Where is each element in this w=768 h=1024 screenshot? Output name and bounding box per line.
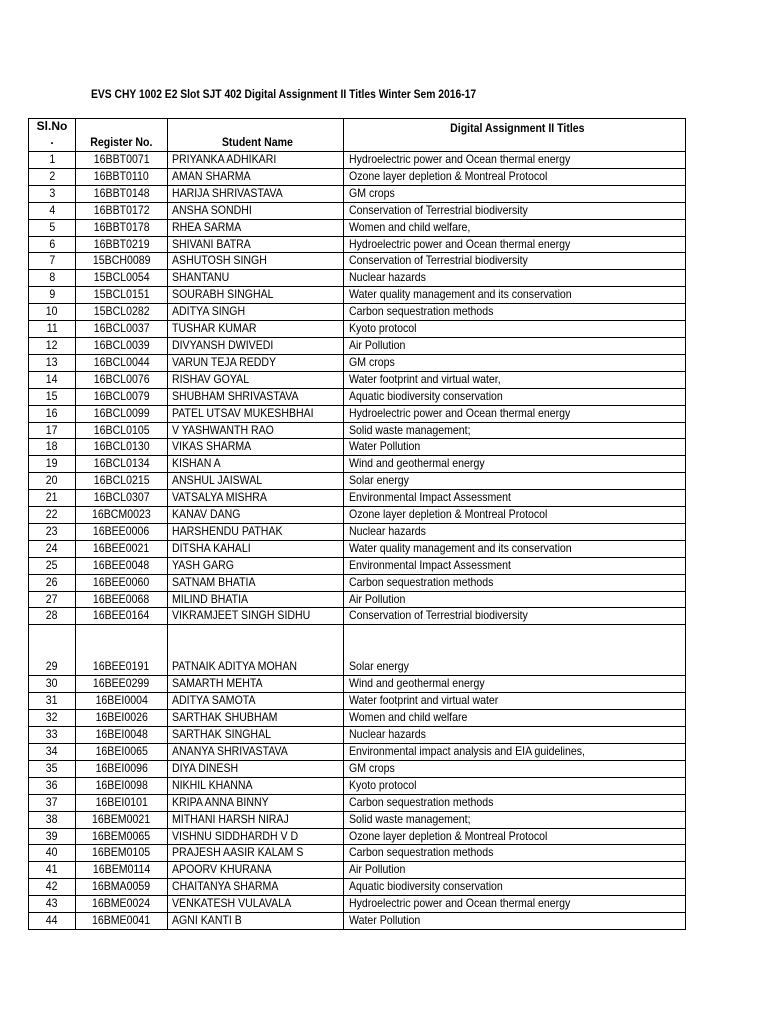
row-slno: 33 [29,727,76,744]
row-slno: 13 [29,354,76,371]
row-student-name: ANSHA SONDHI [168,202,344,219]
row-student-name: PATEL UTSAV MUKESHBHAI [168,405,344,422]
table-row [29,371,686,388]
row-register-no: 16BEM0065 [76,828,168,845]
table-row [29,270,686,287]
row-assignment-title: Environmental impact analysis and EIA guidelines, [344,744,686,761]
row-student-name: VIKAS SHARMA [168,439,344,456]
table-row [29,253,686,270]
row-assignment-title: Carbon sequestration methods [344,794,686,811]
row-assignment-title: Water Pollution [344,439,686,456]
row-student-name: V YASHWANTH RAO [168,422,344,439]
row-register-no: 16BBT0219 [76,236,168,253]
row-student-name: VIKRAMJEET SINGH SIDHU [168,608,344,625]
document-title: EVS CHY 1002 E2 Slot SJT 402 Digital Assignment II Titles Winter Sem 2016-17 [91,87,477,101]
table-row [29,473,686,490]
row-student-name: NIKHIL KHANNA [168,777,344,794]
table-row [29,777,686,794]
row-register-no: 16BEE0021 [76,540,168,557]
table-row [29,744,686,761]
table-row [29,913,686,930]
row-slno: 36 [29,777,76,794]
row-register-no: 16BEE0060 [76,574,168,591]
table-header-row [29,119,686,152]
row-student-name: ADITYA SAMOTA [168,693,344,710]
row-register-no: 16BEM0114 [76,862,168,879]
row-student-name: SARTHAK SHUBHAM [168,710,344,727]
row-slno: 42 [29,879,76,896]
row-register-no: 16BBT0148 [76,185,168,202]
row-slno: 4 [29,202,76,219]
row-assignment-title: Hydroelectric power and Ocean thermal energy [344,896,686,913]
row-student-name: KRIPA ANNA BINNY [168,794,344,811]
row-slno: 26 [29,574,76,591]
row-student-name: SHUBHAM SHRIVASTAVA [168,388,344,405]
row-student-name: PRIYANKA ADHIKARI [168,152,344,169]
row-slno: 24 [29,540,76,557]
row-slno: 39 [29,828,76,845]
row-register-no: 15BCL0282 [76,304,168,321]
row-register-no: 16BCL0099 [76,405,168,422]
row-slno: 6 [29,236,76,253]
row-student-name: YASH GARG [168,557,344,574]
row-slno: 40 [29,845,76,862]
row-assignment-title: Water Pollution [344,913,686,930]
row-assignment-title: GM crops [344,354,686,371]
row-slno: 25 [29,557,76,574]
table-body [29,152,686,930]
row-assignment-title: Kyoto protocol [344,777,686,794]
row-student-name: HARSHENDU PATHAK [168,523,344,540]
table-row [29,337,686,354]
row-assignment-title: Water quality management and its conservation [344,287,686,304]
table-row [29,236,686,253]
row-assignment-title: Nuclear hazards [344,523,686,540]
table-row [29,879,686,896]
row-slno: 2 [29,168,76,185]
table-row [29,625,686,676]
table-row [29,710,686,727]
row-assignment-title: Ozone layer depletion & Montreal Protocol [344,168,686,185]
row-slno: 31 [29,693,76,710]
row-student-name: ANSHUL JAISWAL [168,473,344,490]
row-student-name: DITSHA KAHALI [168,540,344,557]
row-register-no: 16BEM0105 [76,845,168,862]
row-assignment-title: Nuclear hazards [344,270,686,287]
table-row [29,727,686,744]
row-assignment-title: Women and child welfare, [344,219,686,236]
row-assignment-title: Hydroelectric power and Ocean thermal energy [344,152,686,169]
row-register-no: 16BEI0096 [76,760,168,777]
row-assignment-title: Water quality management and its conservation [344,540,686,557]
row-student-name: TUSHAR KUMAR [168,321,344,338]
table-row [29,608,686,625]
table-row [29,422,686,439]
table-row [29,794,686,811]
row-slno: 34 [29,744,76,761]
row-register-no: 16BME0041 [76,913,168,930]
table-row [29,760,686,777]
table-row [29,185,686,202]
row-register-no: 16BBT0178 [76,219,168,236]
row-student-name: PATNAIK ADITYA MOHAN [168,625,344,676]
table-row [29,405,686,422]
table-row [29,304,686,321]
row-student-name: ASHUTOSH SINGH [168,253,344,270]
table-row [29,574,686,591]
table-row [29,557,686,574]
table-row [29,523,686,540]
row-register-no: 16BCL0039 [76,337,168,354]
row-assignment-title: Water footprint and virtual water, [344,371,686,388]
row-student-name: AGNI KANTI B [168,913,344,930]
row-register-no: 16BCL0037 [76,321,168,338]
row-register-no: 16BCL0105 [76,422,168,439]
header-assignment-titles: Digital Assignment II Titles [344,119,686,152]
table-row [29,321,686,338]
row-assignment-title: Air Pollution [344,591,686,608]
row-slno: 37 [29,794,76,811]
row-register-no: 15BCL0054 [76,270,168,287]
row-slno: 28 [29,608,76,625]
table-row [29,845,686,862]
row-student-name: PRAJESH AASIR KALAM S [168,845,344,862]
row-slno: 7 [29,253,76,270]
row-register-no: 16BEI0098 [76,777,168,794]
row-slno: 22 [29,507,76,524]
row-slno: 19 [29,456,76,473]
row-student-name: SOURABH SINGHAL [168,287,344,304]
row-slno: 41 [29,862,76,879]
table-row [29,388,686,405]
row-register-no: 15BCL0151 [76,287,168,304]
row-assignment-title: Carbon sequestration methods [344,304,686,321]
row-slno: 23 [29,523,76,540]
table-row [29,219,686,236]
row-student-name: CHAITANYA SHARMA [168,879,344,896]
row-assignment-title: Solid waste management; [344,422,686,439]
row-assignment-title: Air Pollution [344,862,686,879]
row-assignment-title: Kyoto protocol [344,321,686,338]
row-register-no: 16BEI0065 [76,744,168,761]
row-register-no: 16BEE0191 [76,625,168,676]
row-assignment-title: Carbon sequestration methods [344,574,686,591]
table-row [29,456,686,473]
row-student-name: HARIJA SHRIVASTAVA [168,185,344,202]
assignment-table [28,118,686,930]
row-slno: 14 [29,371,76,388]
row-assignment-title: Solar energy [344,625,686,676]
row-assignment-title: Solar energy [344,473,686,490]
row-register-no: 16BEI0004 [76,693,168,710]
row-register-no: 16BCL0130 [76,439,168,456]
row-student-name: SHIVANI BATRA [168,236,344,253]
row-register-no: 16BCL0044 [76,354,168,371]
row-slno: 43 [29,896,76,913]
row-slno: 11 [29,321,76,338]
row-assignment-title: GM crops [344,760,686,777]
row-register-no: 16BEE0299 [76,676,168,693]
row-slno: 44 [29,913,76,930]
table-row [29,896,686,913]
row-slno: 1 [29,152,76,169]
row-slno: 8 [29,270,76,287]
row-register-no: 16BEI0101 [76,794,168,811]
row-student-name: VATSALYA MISHRA [168,490,344,507]
row-assignment-title: Aquatic biodiversity conservation [344,388,686,405]
row-assignment-title: Ozone layer depletion & Montreal Protocol [344,828,686,845]
row-register-no: 16BEM0021 [76,811,168,828]
row-slno: 30 [29,676,76,693]
table-row [29,202,686,219]
row-slno: 17 [29,422,76,439]
header-slno: Sl.No . [29,119,76,152]
table-row [29,439,686,456]
row-student-name: KANAV DANG [168,507,344,524]
table-row [29,693,686,710]
table-row [29,811,686,828]
row-assignment-title: Conservation of Terrestrial biodiversity [344,608,686,625]
row-register-no: 15BCH0089 [76,253,168,270]
row-register-no: 16BCL0134 [76,456,168,473]
row-student-name: SAMARTH MEHTA [168,676,344,693]
row-student-name: SHANTANU [168,270,344,287]
row-register-no: 16BCL0307 [76,490,168,507]
row-register-no: 16BCL0079 [76,388,168,405]
row-slno: 32 [29,710,76,727]
row-assignment-title: Environmental Impact Assessment [344,490,686,507]
row-register-no: 16BEE0006 [76,523,168,540]
row-register-no: 16BBT0110 [76,168,168,185]
row-student-name: VISHNU SIDDHARDH V D [168,828,344,845]
row-register-no: 16BCM0023 [76,507,168,524]
row-register-no: 16BEI0048 [76,727,168,744]
row-student-name: VARUN TEJA REDDY [168,354,344,371]
table-row [29,540,686,557]
row-assignment-title: Hydroelectric power and Ocean thermal energy [344,236,686,253]
table-row [29,862,686,879]
row-assignment-title: Wind and geothermal energy [344,456,686,473]
row-assignment-title: Conservation of Terrestrial biodiversity [344,202,686,219]
table-row [29,490,686,507]
row-assignment-title: Hydroelectric power and Ocean thermal energy [344,405,686,422]
table-row [29,152,686,169]
row-slno: 16 [29,405,76,422]
row-register-no: 16BEE0048 [76,557,168,574]
row-student-name: ANANYA SHRIVASTAVA [168,744,344,761]
row-register-no: 16BEE0068 [76,591,168,608]
row-slno: 35 [29,760,76,777]
table-row [29,354,686,371]
header-student-name: Student Name [168,119,344,152]
row-student-name: VENKATESH VULAVALA [168,896,344,913]
row-slno: 15 [29,388,76,405]
row-assignment-title: Carbon sequestration methods [344,845,686,862]
row-register-no: 16BEI0026 [76,710,168,727]
row-student-name: MITHANI HARSH NIRAJ [168,811,344,828]
row-register-no: 16BEE0164 [76,608,168,625]
row-student-name: RHEA SARMA [168,219,344,236]
row-student-name: APOORV KHURANA [168,862,344,879]
row-slno: 29 [29,625,76,676]
row-student-name: SATNAM BHATIA [168,574,344,591]
row-assignment-title: Solid waste management; [344,811,686,828]
row-student-name: SARTHAK SINGHAL [168,727,344,744]
row-register-no: 16BMA0059 [76,879,168,896]
row-slno: 21 [29,490,76,507]
row-assignment-title: Water footprint and virtual water [344,693,686,710]
row-slno: 38 [29,811,76,828]
row-register-no: 16BBT0172 [76,202,168,219]
row-slno: 10 [29,304,76,321]
table-row [29,287,686,304]
row-assignment-title: Aquatic biodiversity conservation [344,879,686,896]
table-row [29,828,686,845]
header-register: Register No. [76,119,168,152]
row-student-name: AMAN SHARMA [168,168,344,185]
row-slno: 3 [29,185,76,202]
row-student-name: ADITYA SINGH [168,304,344,321]
row-slno: 27 [29,591,76,608]
row-student-name: RISHAV GOYAL [168,371,344,388]
row-student-name: DIYA DINESH [168,760,344,777]
row-assignment-title: Ozone layer depletion & Montreal Protocol [344,507,686,524]
row-assignment-title: Air Pollution [344,337,686,354]
row-slno: 20 [29,473,76,490]
row-register-no: 16BCL0215 [76,473,168,490]
table-row [29,676,686,693]
table-row [29,507,686,524]
row-assignment-title: Environmental Impact Assessment [344,557,686,574]
row-register-no: 16BME0024 [76,896,168,913]
table-row [29,591,686,608]
row-assignment-title: GM crops [344,185,686,202]
row-assignment-title: Wind and geothermal energy [344,676,686,693]
row-student-name: MILIND BHATIA [168,591,344,608]
table-row [29,168,686,185]
row-register-no: 16BBT0071 [76,152,168,169]
row-slno: 12 [29,337,76,354]
row-assignment-title: Women and child welfare [344,710,686,727]
row-student-name: KISHAN A [168,456,344,473]
row-student-name: DIVYANSH DWIVEDI [168,337,344,354]
row-assignment-title: Nuclear hazards [344,727,686,744]
row-slno: 9 [29,287,76,304]
row-slno: 18 [29,439,76,456]
row-slno: 5 [29,219,76,236]
row-register-no: 16BCL0076 [76,371,168,388]
row-assignment-title: Conservation of Terrestrial biodiversity [344,253,686,270]
